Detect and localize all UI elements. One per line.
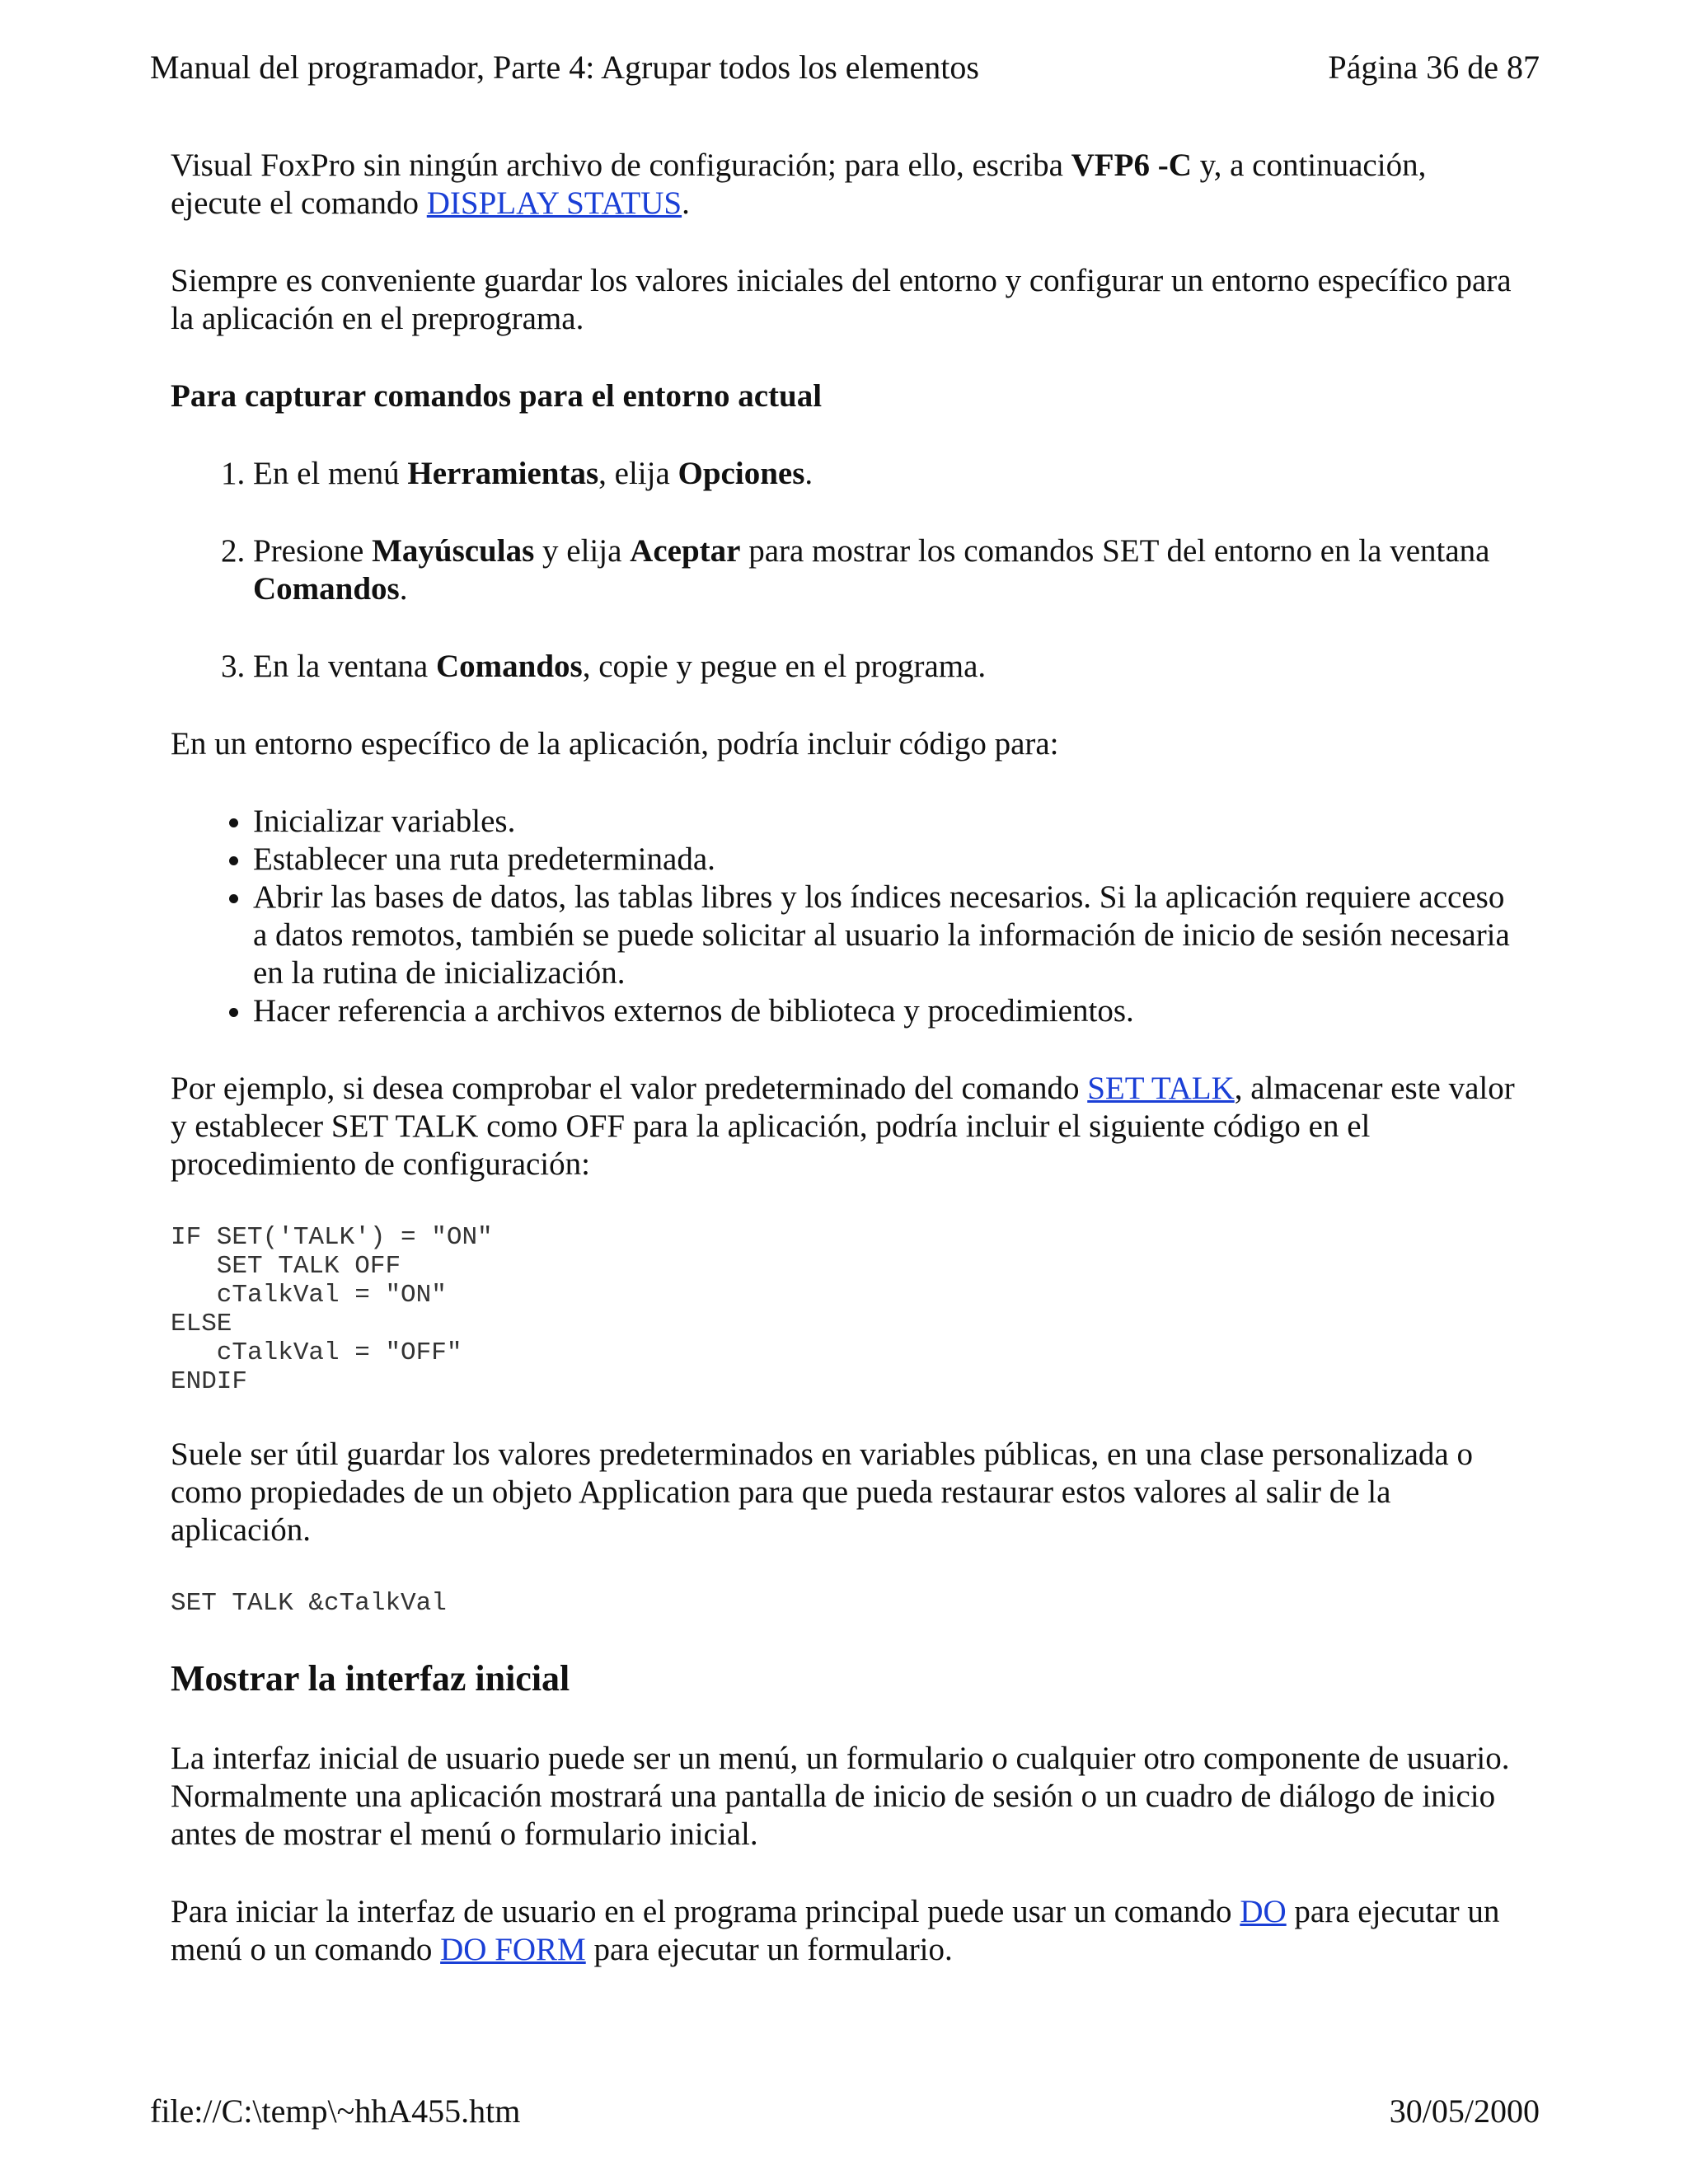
paragraph-start-ui	[171, 1893, 1522, 1969]
text: En la ventana	[253, 649, 436, 684]
text: y elija	[534, 533, 631, 569]
button-name: Aceptar	[630, 533, 741, 569]
file-path: file://C:\temp\~hhA455.htm	[150, 2093, 521, 2130]
paragraph-example	[171, 1070, 1522, 1183]
paragraph-environment: Siempre es conveniente guardar los valores iniciales del entorno y configurar un entorno específico para la aplicación en el preprograma.	[171, 263, 1512, 336]
text: , elija	[598, 456, 678, 491]
window-name: Comandos	[435, 649, 583, 684]
document-body	[171, 147, 1522, 1969]
step-item	[253, 455, 1522, 493]
code-block-restore: SET TALK &cTalkVal	[171, 1589, 447, 1618]
procedure-title	[171, 377, 1522, 415]
link-display-status[interactable]: DISPLAY STATUS	[426, 185, 682, 221]
text: Presione	[253, 533, 373, 569]
section-heading: Mostrar la interfaz inicial	[171, 1658, 570, 1699]
paragraph-initial-interface: La interfaz inicial de usuario puede ser un menú, un formulario o cualquier otro componente de usuario. Normalmente una aplicación mostrará una pantalla de inicio de sesión o un cuadro de diálogo de inicio antes de mostrar el menú o formulario inicial.	[171, 1741, 1510, 1852]
step-item	[253, 648, 1522, 686]
bullet-list	[171, 803, 1522, 1030]
text: Visual FoxPro sin ningún archivo de configuración; para ello, escriba	[171, 148, 1071, 183]
text: .	[682, 185, 690, 221]
text: para ejecutar un formulario.	[585, 1932, 953, 1967]
window-name: Comandos	[253, 571, 400, 607]
steps-list	[171, 455, 1522, 686]
procedure-title-text: Para capturar comandos para el entorno actual	[171, 378, 823, 414]
print-date: 30/05/2000	[1389, 2093, 1540, 2130]
text: .	[399, 571, 408, 607]
link-do[interactable]: DO	[1240, 1894, 1287, 1929]
text: Para iniciar la interfaz de usuario en el programa principal puede usar un comando	[171, 1894, 1240, 1929]
bullet-item: • Inicializar variables.	[253, 803, 1522, 841]
text: Por ejemplo, si desea comprobar el valor predeterminado del comando	[171, 1071, 1088, 1106]
page-header	[150, 48, 1540, 87]
command-vfp6: VFP6 -C	[1071, 148, 1192, 183]
text: para mostrar los comandos SET del entorno en la ventana	[740, 533, 1490, 569]
bullet-item: • Establecer una ruta predeterminada.	[253, 841, 1522, 879]
document-title: Manual del programador, Parte 4: Agrupar todos los elementos	[150, 49, 979, 86]
menu-item: Opciones	[678, 456, 805, 491]
text: para ejecutar un menú o un comando	[171, 1894, 1500, 1967]
text: , copie y pegue en el programa.	[582, 649, 987, 684]
bullet-item: • Abrir las bases de datos, las tablas libres y los índices necesarios. Si la aplicación requiere acceso a datos remotos, también se puede solicitar al usuario la información de inicio de sesión necesaria en la rutina de inicialización.	[253, 879, 1522, 992]
menu-name: Herramientas	[407, 456, 599, 491]
text: , almacenar este valor y establecer SET TALK como OFF para la aplicación, podría incluir el siguiente código en el procedimiento de configuración:	[171, 1071, 1515, 1182]
text: En el menú	[253, 456, 408, 491]
bullet-item: • Hacer referencia a archivos externos de biblioteca y procedimientos.	[253, 992, 1522, 1030]
page-number: Página 36 de 87	[1328, 49, 1540, 86]
step-item	[253, 532, 1522, 608]
link-set-talk[interactable]: SET TALK	[1087, 1071, 1235, 1106]
key-name: Mayúsculas	[372, 533, 535, 569]
link-do-form[interactable]: DO FORM	[440, 1932, 586, 1967]
text: .	[804, 456, 814, 491]
paragraph-public-vars: Suele ser útil guardar los valores predeterminados en variables públicas, en una clase personalizada o como propiedades de un objeto Application para que pueda restaurar estos valores al salir de la aplicación.	[171, 1436, 1473, 1548]
paragraph-intro	[171, 147, 1522, 223]
code-block-set-talk: IF SET('TALK') = "ON" SET TALK OFF cTalkVal = "ON" ELSE cTalkVal = "OFF" ENDIF	[171, 1223, 493, 1396]
text: y, a continuación, ejecute el comando	[171, 148, 1427, 221]
page-footer	[150, 2092, 1540, 2131]
paragraph-specific-env: En un entorno específico de la aplicación, podría incluir código para:	[171, 726, 1059, 762]
